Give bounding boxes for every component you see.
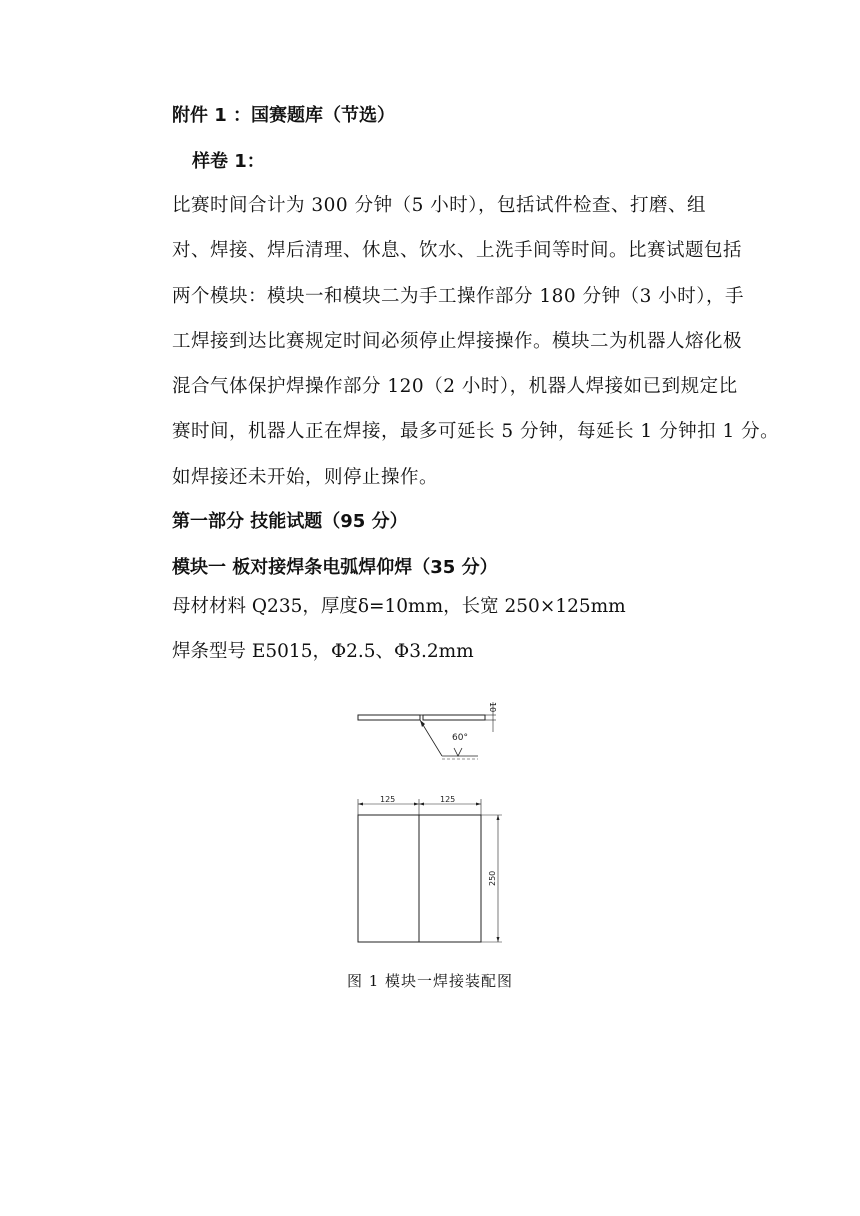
intro-line: 如焊接还未开始，则停止操作。 xyxy=(172,466,439,488)
intro-line: 比赛时间合计为 300 分钟（5 小时），包括试件检查、打磨、组 xyxy=(172,195,706,216)
angle-label: 60° xyxy=(452,733,468,743)
width-left-label: 125 xyxy=(380,795,396,804)
intro-line: 赛时间，机器人正在焊接，最多可延长 5 分钟，每延长 1 分钟扣 1 分。 xyxy=(172,421,780,443)
attachment-title: 附件 1 ：国赛题库（节选） xyxy=(172,105,396,126)
electrode-spec: 焊条型号 E5015，Φ2.5、Φ3.2mm xyxy=(172,641,474,662)
figure-caption: 图 1 模块一焊接装配图 xyxy=(346,972,514,990)
material-spec: 母材材料 Q235，厚度δ=10mm，长宽 250×125mm xyxy=(172,596,626,617)
left-plate-top xyxy=(358,815,419,942)
intro-line: 混合气体保护焊操作部分 120（2 小时），机器人焊接如已到规定比 xyxy=(172,376,738,398)
assembly-drawing xyxy=(350,690,520,960)
intro-line: 对、焊接、焊后清理、休息、饮水、上洗手间等时间。比赛试题包括 xyxy=(172,240,743,262)
intro-line: 两个模块：模块一和模块二为手工操作部分 180 分钟（3 小时），手 xyxy=(172,285,744,307)
length-label: 250 xyxy=(488,870,497,886)
intro-paragraph xyxy=(172,183,780,500)
intro-line: 工焊接到达比赛规定时间必须停止焊接操作。模块二为机器人熔化极 xyxy=(172,330,743,352)
module1-title: 模块一 板对接焊条电弧焊仰焊（35 分） xyxy=(172,557,498,578)
top-view xyxy=(358,795,502,942)
part1-title: 第一部分 技能试题（95 分） xyxy=(172,511,408,532)
sample-title: 样卷 1： xyxy=(192,151,265,172)
v-groove-symbol xyxy=(454,748,462,756)
left-plate-side xyxy=(358,715,420,720)
right-plate-top xyxy=(419,815,481,942)
right-plate-side xyxy=(423,715,485,720)
side-view xyxy=(358,702,497,759)
thickness-label: 10 xyxy=(488,702,497,713)
width-right-label: 125 xyxy=(440,795,456,804)
